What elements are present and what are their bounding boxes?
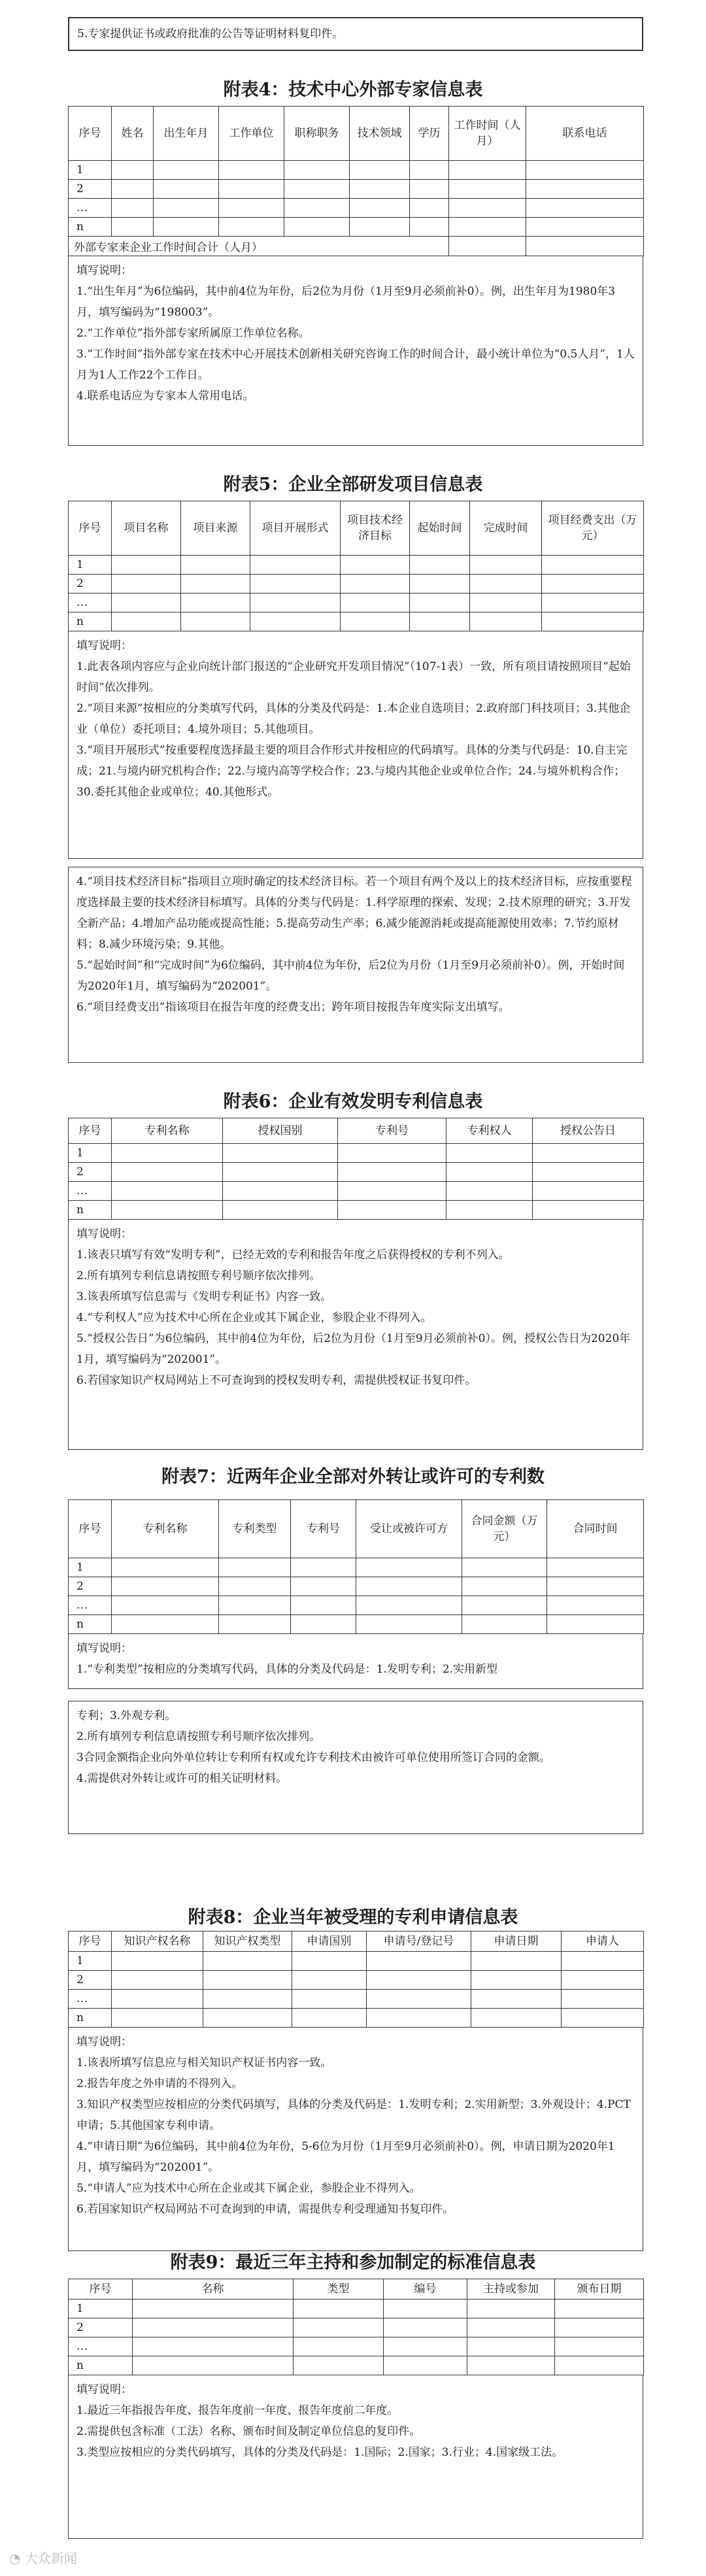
continued-notes-box xyxy=(68,17,643,51)
row-number: 2 xyxy=(69,575,112,594)
table9-header: 类型 xyxy=(294,2279,384,2300)
table4-summary-label: 外部专家来企业工作时间合计（人月） xyxy=(69,237,449,256)
note-line: 4.“专利权人”应为技术中心所在企业或其下属企业，参股企业不得列入。 xyxy=(76,1311,432,1324)
note-line: 3合同金额指企业向外单位转让专利所有权或允许专利技术由被许可单位使用所签订合同的金额。 xyxy=(76,1751,550,1764)
table7-header: 专利号 xyxy=(291,1500,356,1558)
table8-section xyxy=(39,1905,667,2251)
table6-notes xyxy=(68,1220,643,1450)
row-number: 2 xyxy=(69,2318,133,2337)
table6-header: 专利权人 xyxy=(446,1118,533,1144)
note-line: 1.该表所填写信息应与相关知识产权证书内容一致。 xyxy=(76,2056,332,2069)
note-line: 3.“项目开展形式”按重要程度选择最主要的项目合作形式并按相应的代码填写。具体的分类与代码是：10.自主完成；21.与境内研究机构合作；22.与境内高等学校合作；23.与境内其他企业或单位合作；24.与境外机构合作；30.委托其他企业或单位；40.其他形式。 xyxy=(76,744,628,799)
table5-header: 项目经费支出（万元） xyxy=(542,501,644,556)
note-line: 3.类型应按相应的分类代码填写，具体的分类及代码是：1.国际；2.国家；3.行业；4.国家级工法。 xyxy=(76,2446,563,2459)
table8-header: 申请号/登记号 xyxy=(367,1932,471,1952)
table-row xyxy=(69,180,644,199)
note-line: 5.“授权公告日”为6位编码，其中前4位为年份，后2位为月份（1月至9月必须前补0）。例，授权公告日为2020年1月，填写编码为“202001”。 xyxy=(76,1332,631,1366)
row-number: 2 xyxy=(69,180,112,199)
table5-header: 序号 xyxy=(69,501,112,556)
row-number: n xyxy=(69,2009,112,2028)
table7 xyxy=(68,1499,644,1634)
table-row xyxy=(69,1558,644,1577)
note-line: 填写说明： xyxy=(76,2383,132,2396)
table7-header: 专利名称 xyxy=(112,1500,219,1558)
table5-header: 项目来源 xyxy=(181,501,250,556)
table6-header: 专利名称 xyxy=(112,1118,223,1144)
note-line: 填写说明： xyxy=(76,2035,132,2049)
table9-header: 颁布日期 xyxy=(555,2279,644,2300)
table6-header: 专利号 xyxy=(338,1118,446,1144)
table7-header: 受让或被许可方 xyxy=(356,1500,462,1558)
note-line: 5.“起始时间”和“完成时间”为6位编码，其中前4位为年份，后2位为月份（1月至9月必须前补0）。例，开始时间为2020年1月，填写编码为“202001”。 xyxy=(76,959,625,993)
table7-header-row xyxy=(69,1500,644,1558)
table-row xyxy=(69,1990,644,2009)
table-row xyxy=(69,1163,644,1182)
table5-header: 项目技术经济目标 xyxy=(341,501,410,556)
row-number: … xyxy=(69,199,112,218)
table9-section xyxy=(39,2250,667,2539)
note-line: 填写说明： xyxy=(76,1228,132,1241)
table5-header: 项目名称 xyxy=(112,501,181,556)
row-number: n xyxy=(69,1201,112,1220)
table7-title: 附表7：近两年企业全部对外转让或许可的专利数 xyxy=(161,1467,545,1487)
note-line: 2.所有填列专利信息请按照专利号顺序依次排列。 xyxy=(76,1269,321,1282)
row-number: 2 xyxy=(69,1971,112,1990)
note-line: 1.“出生年月”为6位编码，其中前4位为年份，后2位为月份（1月至9月必须前补0）。例，出生年月为1980年3月，填写编码为“198003”。 xyxy=(76,285,616,319)
table7-header: 合同时间 xyxy=(547,1500,644,1558)
row-number: 1 xyxy=(69,1144,112,1163)
table5 xyxy=(68,501,644,631)
table5-header-row xyxy=(69,501,644,556)
table-row xyxy=(69,1577,644,1596)
table4-header: 联系电话 xyxy=(526,107,644,161)
table-row xyxy=(69,2318,644,2337)
continued-note-text: 5.专家提供证书或政府批准的公告等证明材料复印件。 xyxy=(77,27,344,41)
table-row xyxy=(69,218,644,237)
note-line: 3.“工作时间”指外部专家在技术中心开展技术创新相关研究咨询工作的时间合计，最小统计单位为“0.5人月”，1人月为1人工作22个工作日。 xyxy=(76,348,635,382)
table5-header: 起始时间 xyxy=(410,501,470,556)
note-line: 2.“项目来源”按相应的分类填写代码，具体的分类及代码是：1.本企业自选项目；2.政府部门科技项目；3.其他企业（单位）委托项目；4.境外项目；5.其他项目。 xyxy=(76,702,631,736)
table-row xyxy=(69,1952,644,1971)
table9-header: 序号 xyxy=(69,2279,133,2300)
row-number: … xyxy=(69,594,112,612)
table-row xyxy=(69,556,644,575)
note-line: 填写说明： xyxy=(76,639,132,652)
table-row xyxy=(69,594,644,612)
table-row xyxy=(69,2300,644,2318)
table7-header: 合同金额（万元） xyxy=(462,1500,547,1558)
note-line: 1.最近三年指报告年度、报告年度前一年度、报告年度前二年度。 xyxy=(76,2404,399,2417)
table8-title: 附表8：企业当年被受理的专利申请信息表 xyxy=(188,1907,518,1928)
table5-header: 完成时间 xyxy=(470,501,542,556)
table5-section xyxy=(39,472,667,1063)
note-line: 2.报告年度之外申请的不得列入。 xyxy=(76,2077,243,2090)
row-number: … xyxy=(69,1596,112,1615)
table7-header: 专利类型 xyxy=(219,1500,291,1558)
table8 xyxy=(68,1931,644,2028)
note-line: 2.需提供包含标准（工法）名称、颁布时间及制定单位信息的复印件。 xyxy=(76,2425,421,2438)
table-row xyxy=(69,1182,644,1201)
note-line: 填写说明： xyxy=(76,264,132,277)
table-row xyxy=(69,1144,644,1163)
table4-header: 序号 xyxy=(69,107,112,161)
table7-notes-part2 xyxy=(68,1701,643,1834)
note-line: 填写说明： xyxy=(76,1642,132,1655)
row-number: … xyxy=(69,1990,112,2009)
row-number: 1 xyxy=(69,1558,112,1577)
table6-header: 序号 xyxy=(69,1118,112,1144)
table8-notes xyxy=(68,2028,643,2251)
table8-header: 知识产权类型 xyxy=(203,1932,292,1952)
table-row xyxy=(69,1596,644,1615)
table4-header: 姓名 xyxy=(112,107,154,161)
table9-title: 附表9：最近三年主持和参加制定的标准信息表 xyxy=(170,2252,536,2273)
table7-section xyxy=(39,1464,667,1834)
table6-header: 授权国别 xyxy=(223,1118,338,1144)
table4-header: 工作单位 xyxy=(219,107,284,161)
row-number: 1 xyxy=(69,1952,112,1971)
table6-header: 授权公告日 xyxy=(533,1118,644,1144)
table8-header-row xyxy=(69,1932,644,1952)
row-number: 2 xyxy=(69,1577,112,1596)
table4-header: 职称职务 xyxy=(284,107,350,161)
table5-header: 项目开展形式 xyxy=(250,501,341,556)
table8-header: 知识产权名称 xyxy=(112,1932,203,1952)
note-line: 1.该表只填写有效“发明专利”，已经无效的专利和报告年度之后获得授权的专利不列入。 xyxy=(76,1248,510,1262)
row-number: 1 xyxy=(69,556,112,575)
table4-header: 技术领域 xyxy=(350,107,410,161)
table9-header: 编号 xyxy=(384,2279,467,2300)
note-line: 1.“专利类型”按相应的分类填写代码，具体的分类及代码是：1.发明专利；2.实用新型 xyxy=(76,1663,498,1676)
table4-header: 出生年月 xyxy=(154,107,219,161)
row-number: … xyxy=(69,1182,112,1201)
table-row xyxy=(69,2337,644,2356)
table6-section xyxy=(39,1089,667,1450)
note-line: 6.若国家知识产权局网站不可查询到的申请，需提供专利受理通知书复印件。 xyxy=(76,2203,454,2216)
watermark-icon: ◔ xyxy=(9,2551,21,2566)
table-row xyxy=(69,2009,644,2028)
table4-header: 工作时间（人月） xyxy=(449,107,526,161)
watermark-logo xyxy=(9,2548,77,2567)
row-number: n xyxy=(69,218,112,237)
row-number: 1 xyxy=(69,2300,133,2318)
table-row xyxy=(69,1615,644,1634)
note-line: 5.“申请人”应为技术中心所在企业或其下属企业，参股企业不得列入。 xyxy=(76,2182,421,2195)
table7-header: 序号 xyxy=(69,1500,112,1558)
table4-section xyxy=(39,77,667,446)
table9 xyxy=(68,2279,644,2375)
row-number: n xyxy=(69,1615,112,1634)
note-line: 6.“项目经费支出”指该项目在报告年度的经费支出；跨年项目按报告年度实际支出填写。 xyxy=(76,1001,510,1014)
table8-header: 申请日期 xyxy=(471,1932,562,1952)
note-line: 3.该表所填写信息需与《发明专利证书》内容一致。 xyxy=(76,1290,332,1303)
table-row xyxy=(69,575,644,594)
note-line: 4.联系电话应为专家本人常用电话。 xyxy=(76,390,254,403)
note-line: 4.需提供对外转让或许可的相关证明材料。 xyxy=(76,1772,288,1785)
table4-header-row xyxy=(69,107,644,161)
row-number: n xyxy=(69,2356,133,2375)
table-row xyxy=(69,1201,644,1220)
table4-notes xyxy=(68,256,643,446)
table9-header: 名称 xyxy=(133,2279,294,2300)
row-number: 1 xyxy=(69,161,112,180)
table-row xyxy=(69,2356,644,2375)
table8-header: 申请国别 xyxy=(292,1932,367,1952)
note-line: 4.“申请日期”为6位编码，其中前4位为年份，5-6位为月份（1月至9月必须前补0）。例，申请日期为2020年1月，填写编码为“202001”。 xyxy=(76,2140,615,2174)
table5-notes-part1 xyxy=(68,631,643,859)
table9-notes xyxy=(68,2375,643,2539)
table8-header: 申请人 xyxy=(562,1932,644,1952)
table-row xyxy=(69,612,644,631)
table-row xyxy=(69,199,644,218)
table5-notes-part2 xyxy=(68,867,643,1063)
row-number: … xyxy=(69,2337,133,2356)
table8-header: 序号 xyxy=(69,1932,112,1952)
note-line: 6.若国家知识产权局网站上不可查询到的授权发明专利，需提供授权证书复印件。 xyxy=(76,1374,477,1387)
table-row xyxy=(69,1971,644,1990)
note-line: 2.“工作单位”指外部专家所属原工作单位名称。 xyxy=(76,327,310,340)
table9-header: 主持或参加 xyxy=(467,2279,555,2300)
note-line: 2.所有填列专利信息请按照专利号顺序依次排列。 xyxy=(76,1730,321,1743)
note-line: 1.此表各项内容应与企业向统计部门报送的“企业研究开发项目情况”（107-1表）一致，所有项目请按照项目“起始时间”依次排列。 xyxy=(76,660,631,694)
table4-header: 学历 xyxy=(410,107,449,161)
table6-header-row xyxy=(69,1118,644,1144)
table4-title: 附表4：技术中心外部专家信息表 xyxy=(223,80,483,100)
row-number: 2 xyxy=(69,1163,112,1182)
table6 xyxy=(68,1118,644,1220)
table4-summary-row xyxy=(69,237,644,256)
note-line: 4.“项目技术经济目标”指项目立项时确定的技术经济目标。若一个项目有两个及以上的技术经济目标，应按重要程度选择最主要的技术经济目标填写。具体的分类与代码是：1.科学原理的探索、发现；2.技术原理的研究；3.开发全新产品；4.增加产品功能或提高性能；5.提高劳动生产率；6.减少能源消耗或提高能源使用效率；7.节约原材料；8.减少环境污染；9.其他。 xyxy=(76,875,632,951)
table6-title: 附表6：企业有效发明专利信息表 xyxy=(223,1092,483,1112)
table5-title: 附表5：企业全部研发项目信息表 xyxy=(223,475,483,495)
watermark-text: 大众新闻 xyxy=(24,2551,77,2566)
note-line: 3.知识产权类型应按相应的分类代码填写，具体的分类及代码是：1.发明专利；2.实用新型；3.外观设计；4.PCT申请；5.其他国家专利申请。 xyxy=(76,2098,631,2132)
table4 xyxy=(68,106,644,256)
table-row xyxy=(69,161,644,180)
note-line: 专利；3.外观专利。 xyxy=(76,1709,176,1722)
table9-header-row xyxy=(69,2279,644,2300)
table7-notes-part1 xyxy=(68,1634,643,1689)
row-number: n xyxy=(69,612,112,631)
